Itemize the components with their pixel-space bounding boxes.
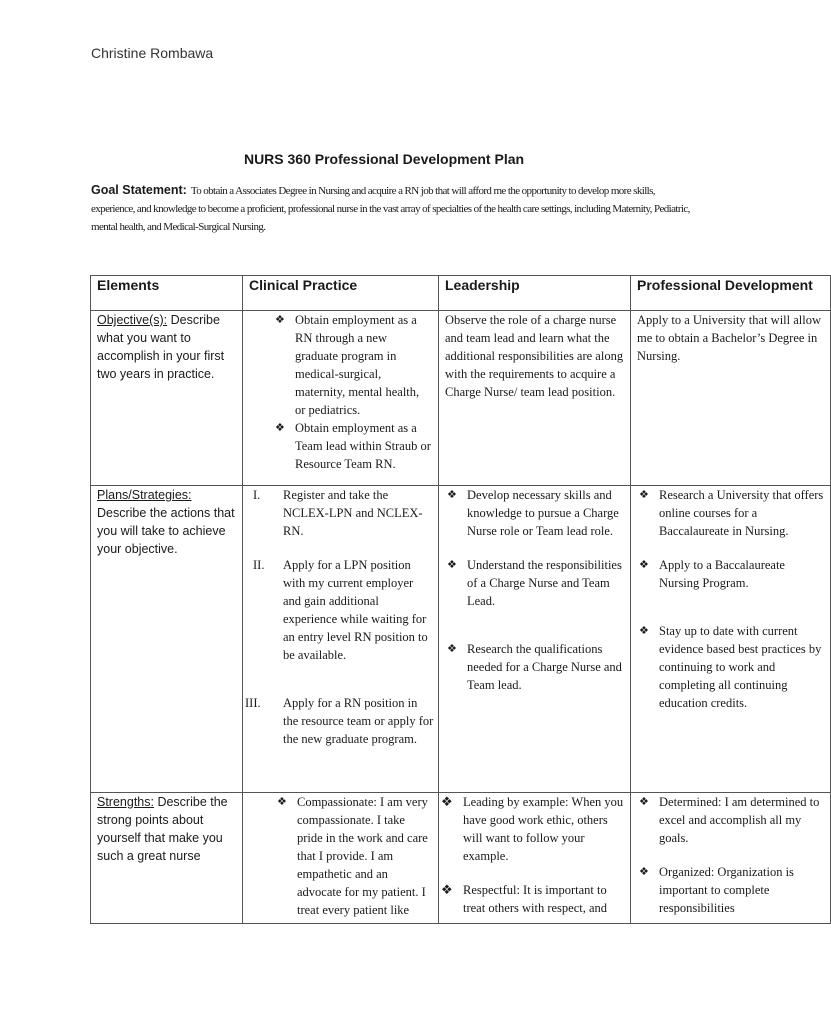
table-row-plans	[91, 486, 831, 793]
plans-label: Plans/Strategies:	[97, 488, 192, 502]
list-item-text: Compassionate: I am very compassionate. I take pride in the work and care that I provide. I am empathetic and an advocate for my patient. I treat every patient like	[297, 795, 428, 917]
header-clinical-practice: Clinical Practice	[243, 276, 439, 311]
diamond-bullet-icon: ❖	[447, 643, 457, 655]
diamond-bullet-icon: ❖	[441, 882, 453, 897]
list-item-text: Develop necessary skills and knowledge to pursue a Charge Nurse role or Team lead role.	[467, 488, 619, 538]
list-item-text: Stay up to date with current evidence based best practices by continuing to work and completing all continuing education credits.	[659, 624, 822, 710]
list-item	[447, 486, 626, 540]
list-item	[639, 486, 826, 540]
table-header-row	[91, 276, 831, 311]
diamond-bullet-icon: ❖	[639, 559, 649, 571]
diamond-bullet-icon: ❖	[639, 796, 649, 808]
goal-statement	[91, 181, 691, 236]
objectives-element-cell	[91, 311, 243, 486]
list-item	[243, 694, 438, 748]
list-item-text: Obtain employment as a Team lead within Straub or Resource Team RN.	[295, 421, 431, 471]
list-item-text: Apply to a Baccalaureate Nursing Program.	[659, 558, 785, 590]
roman-numeral: I.	[253, 488, 261, 502]
roman-numeral: III.	[245, 696, 261, 710]
diamond-bullet-icon: ❖	[639, 489, 649, 501]
list-item	[441, 793, 626, 865]
list-item-text: Obtain employment as a RN through a new graduate program in medical-surgical, maternity, mental health, or pediatrics.	[295, 313, 420, 417]
plans-leadership-cell	[439, 486, 631, 793]
header-elements: Elements	[91, 276, 243, 311]
document-title: NURS 360 Professional Development Plan	[243, 151, 525, 167]
list-item-text: Register and take the NCLEX-LPN and NCLEX-RN.	[283, 488, 423, 538]
diamond-bullet-icon: ❖	[275, 314, 285, 326]
objectives-description: Describe what you want to accomplish in your first two years in practice.	[97, 313, 225, 381]
list-item	[243, 556, 438, 664]
table-row-objectives	[91, 311, 831, 486]
development-plan-table	[90, 275, 824, 927]
goal-label: Goal Statement:	[91, 183, 187, 197]
strengths-description: Describe the strong points about yourself that make you such a great nurse	[97, 795, 228, 863]
diamond-bullet-icon: ❖	[275, 422, 285, 434]
diamond-bullet-icon: ❖	[447, 489, 457, 501]
list-item	[275, 419, 432, 473]
plans-element-cell	[91, 486, 243, 793]
list-item	[447, 640, 626, 694]
roman-numeral: II.	[253, 558, 265, 572]
goal-text: To obtain a Associates Degree in Nursing and acquire a RN job that will afford me the opportunity to develop more skills, experience, and knowledge to become a proficient, professional nurse in the vast array of specialties of the health care settings, including Maternity, Pediatric, mental health, and Medical-Surgical Nursing.	[91, 185, 690, 233]
list-item-text: Research the qualifications needed for a Charge Nurse and Team lead.	[467, 642, 622, 692]
list-item	[277, 793, 432, 919]
list-item-text: Leading by example: When you have good work ethic, others will want to follow your example.	[463, 795, 624, 863]
list-item-text: Research a University that offers online courses for a Baccalaureate in Nursing.	[659, 488, 824, 538]
list-item	[275, 311, 432, 419]
list-item-text: Respectful: It is important to treat others with respect, and	[463, 883, 608, 915]
list-item-text: Apply for a RN position in the resource team or apply for the new graduate program.	[283, 696, 434, 746]
strengths-leadership-cell	[439, 793, 631, 924]
plans-description: Describe the actions that you will take to achieve your objective.	[97, 506, 235, 556]
diamond-bullet-icon: ❖	[277, 796, 287, 808]
list-item	[639, 863, 826, 917]
plans-professional-cell	[631, 486, 831, 793]
list-item	[243, 486, 438, 540]
header-professional-development: Professional Development	[631, 276, 831, 311]
list-item	[639, 793, 826, 847]
diamond-bullet-icon: ❖	[441, 794, 453, 809]
list-item-text: Understand the responsibilities of a Charge Nurse and Team Lead.	[467, 558, 622, 608]
objectives-leadership-cell: Observe the role of a charge nurse and team lead and learn what the additional responsibilities are along with the requirements to acquire a Charge Nurse/ team lead position.	[439, 311, 631, 486]
strengths-professional-cell	[631, 793, 831, 924]
list-item	[639, 556, 826, 592]
list-item-text: Apply for a LPN position with my current employer and gain additional experience while waiting for an entry level RN position to be available.	[283, 558, 428, 662]
list-item	[639, 622, 826, 712]
list-item-text: Organized: Organization is important to complete responsibilities	[659, 865, 794, 915]
strengths-label: Strengths:	[97, 795, 154, 809]
objectives-professional-cell: Apply to a University that will allow me to obtain a Bachelor’s Degree in Nursing.	[631, 311, 831, 486]
diamond-bullet-icon: ❖	[639, 625, 649, 637]
diamond-bullet-icon: ❖	[639, 866, 649, 878]
diamond-bullet-icon: ❖	[447, 559, 457, 571]
strengths-element-cell	[91, 793, 243, 924]
author-name: Christine Rombawa	[91, 45, 214, 61]
plans-clinical-cell	[243, 486, 439, 793]
table-row-strengths	[91, 793, 831, 924]
header-leadership: Leadership	[439, 276, 631, 311]
list-item	[447, 556, 626, 610]
list-item-text: Determined: I am determined to excel and accomplish all my goals.	[659, 795, 820, 845]
list-item	[441, 881, 626, 917]
objectives-label: Objective(s):	[97, 313, 168, 327]
strengths-clinical-cell	[243, 793, 439, 924]
objectives-clinical-cell	[243, 311, 439, 486]
